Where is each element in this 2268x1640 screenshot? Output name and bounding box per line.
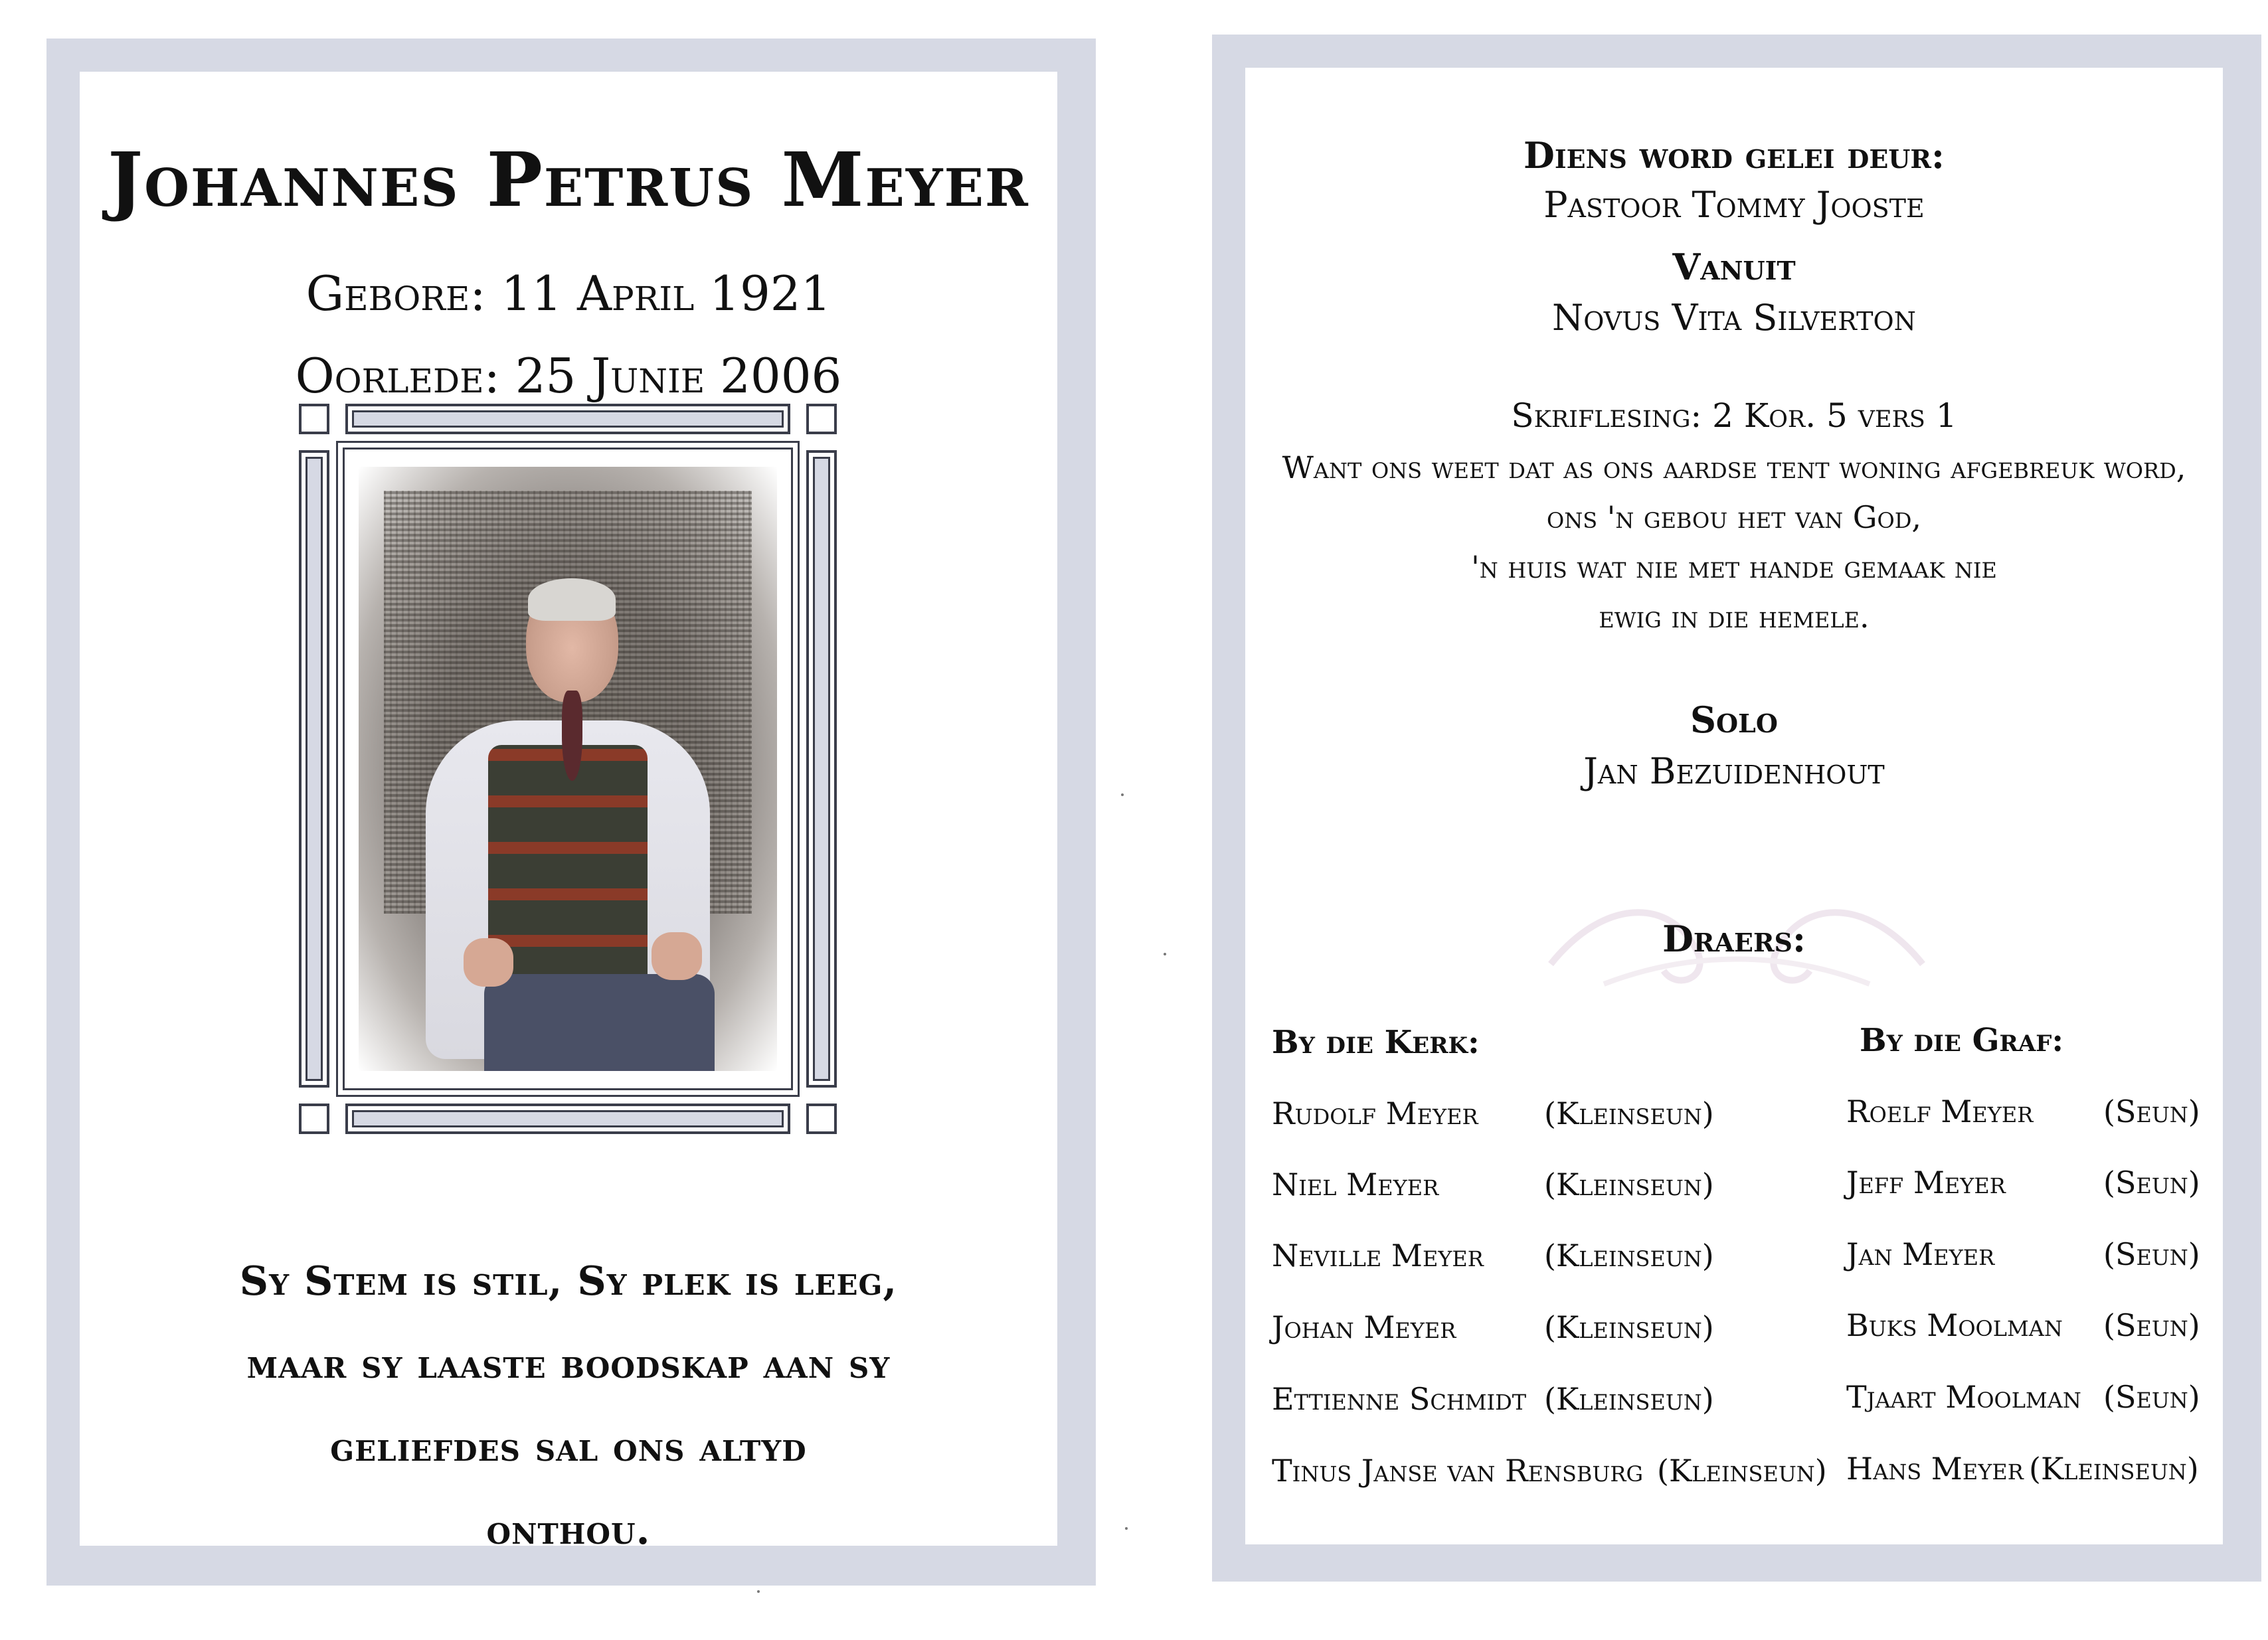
frame-corner: [299, 1104, 329, 1134]
photo-frame: [299, 404, 837, 1134]
right-card-inner: [1245, 68, 2223, 1544]
grave-bearer-name: Tjaart Moolman: [1846, 1379, 2081, 1415]
frame-corner: [299, 404, 329, 434]
grave-bearer-relation: (Seun): [2103, 1165, 2200, 1200]
church-bearer-name: Rudolf Meyer: [1272, 1096, 1478, 1131]
frame-bar-top-fill: [352, 410, 784, 428]
grave-bearer-name: Buks Moolman: [1846, 1307, 2063, 1343]
grave-bearer-relation: (Seun): [2103, 1307, 2200, 1343]
grave-bearer-relation: (Seun): [2103, 1379, 2200, 1415]
grave-bearer-relation: (Seun): [2103, 1094, 2200, 1129]
portrait-photo: [359, 467, 777, 1071]
soloist-name: Jan Bezuidenhout: [1583, 750, 1885, 792]
grave-bearer-relation: (Kleinseun): [2029, 1451, 2199, 1487]
verse-line: geliefdes sal ons altyd: [330, 1424, 807, 1471]
church-bearer-relation: (Kleinseun): [1657, 1453, 1827, 1489]
church-bearer-name: Neville Meyer: [1272, 1238, 1484, 1273]
from-heading: Vanuit: [1672, 246, 1796, 288]
scan-speck: [1125, 1527, 1128, 1530]
church-bearer-relation: (Kleinseun): [1544, 1167, 1714, 1202]
grave-bearer-name: Jeff Meyer: [1846, 1165, 2006, 1200]
grave-bearer-relation: (Seun): [2103, 1236, 2200, 1272]
verse-line: maar sy laaste boodskap aan sy: [246, 1341, 891, 1388]
scripture-line: Want ons weet dat as ons aardse tent woning afgebreuk word,: [1282, 450, 2186, 485]
frame-bar-bottom-fill: [352, 1110, 784, 1127]
venue: Novus Vita Silverton: [1552, 297, 1916, 339]
scan-speck: [1121, 793, 1124, 796]
memorial-verse: [80, 1240, 1057, 1572]
grave-bearer-name: Hans Meyer: [1846, 1451, 2024, 1487]
verse-line: Sy Stem is stil, Sy plek is leeg,: [239, 1258, 898, 1305]
solo-heading: Solo: [1690, 698, 1778, 741]
grave-bearer-name: Jan Meyer: [1846, 1236, 1995, 1272]
church-bearer-name: Ettienne Schmidt: [1272, 1381, 1527, 1417]
right-card: [1212, 35, 2261, 1582]
verse-line: onthou.: [486, 1507, 651, 1554]
scripture-line: ewig in die hemele.: [1599, 599, 1870, 635]
grave-bearer-name: Roelf Meyer: [1846, 1094, 2034, 1129]
church-bearer-name: Tinus Janse van Rensburg: [1272, 1453, 1644, 1489]
church-bearer-relation: (Kleinseun): [1544, 1381, 1714, 1417]
grave-heading: By die Graf:: [1860, 1022, 2064, 1059]
church-bearer-relation: (Kleinseun): [1544, 1309, 1714, 1345]
left-card: [46, 39, 1096, 1586]
church-heading: By die Kerk:: [1272, 1024, 1480, 1061]
birth-date: Gebore: 11 April 1921: [305, 266, 831, 321]
scripture-line: 'n huis wat nie met hande gemaak nie: [1471, 549, 1997, 585]
frame-bar-left-fill: [305, 457, 323, 1081]
frame-corner: [806, 1104, 837, 1134]
scripture-reference: Skriflesing: 2 Kor. 5 vers 1: [1511, 396, 1957, 435]
pastor-name: Pastoor Tommy Jooste: [1543, 184, 1925, 226]
frame-bar-right-fill: [813, 457, 830, 1081]
church-bearer-name: Niel Meyer: [1272, 1167, 1439, 1202]
scripture-line: ons 'n gebou het van God,: [1546, 499, 1922, 535]
scan-speck: [757, 1590, 760, 1593]
frame-corner: [806, 404, 837, 434]
church-bearer-name: Johan Meyer: [1272, 1309, 1456, 1345]
deceased-name: Johannes Petrus Meyer: [108, 137, 1029, 224]
bearers-heading: Draers:: [1662, 918, 1806, 960]
death-date: Oorlede: 25 Junie 2006: [295, 348, 842, 404]
service-heading: Diens word gelei deur:: [1524, 134, 1945, 177]
church-bearer-relation: (Kleinseun): [1544, 1096, 1714, 1131]
left-card-inner: [80, 72, 1057, 1554]
church-bearer-relation: (Kleinseun): [1544, 1238, 1714, 1273]
scan-speck: [1164, 953, 1166, 955]
